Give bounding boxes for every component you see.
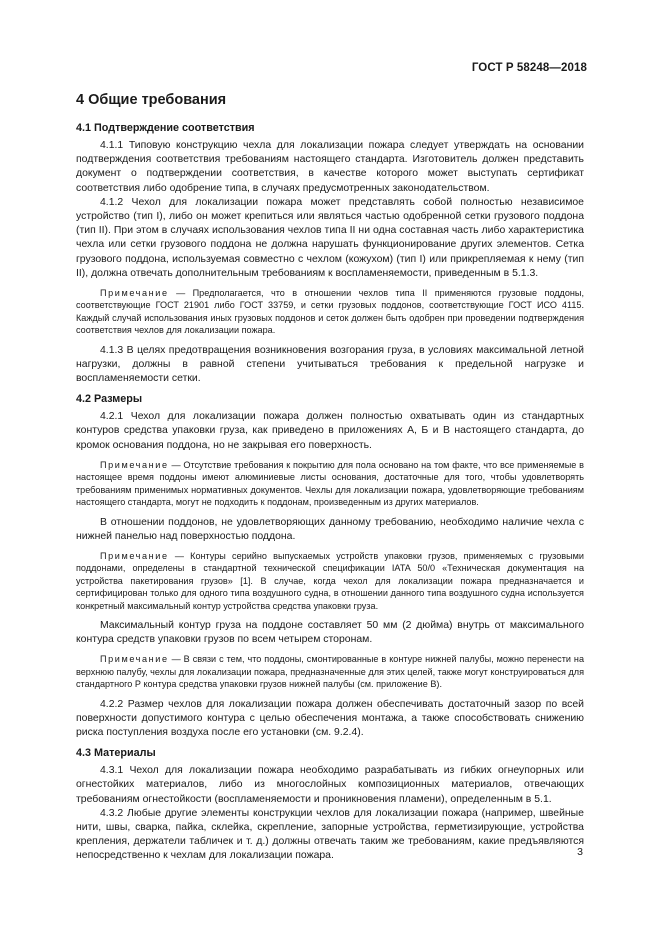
note-text: — Отсутствие требования к покрытию для пола основано на том факте, что все применяемые в настоящее время поддоны имеют алюминиевые листы основания, достаточные для того, чтобы удовлетворять требованиям применимых нормативных документов. Чехлы для локализации пожара, удовлетворяющие требованиям настоящего стандарта, могут не подходить к поддонам, произведенным из других материалов. [76,459,584,508]
note-label: Примечание [100,288,169,299]
paragraph-4-2-1-c: Максимальный контур груза на поддоне составляет 50 мм (2 дюйма) внутрь от максимального контура средств упаковки грузов по всем четырем сторонам. [76,619,584,646]
paragraph-4-3-1: 4.3.1 Чехол для локализации пожара необходимо разрабатывать из гибких огнеупорных или огнестойких материалов, либо из многослойных композиционных материалов, отвечающих требованиям огнестойкости (воспламеняемости и проникновения пламени), определенным в 5.1. [76,765,584,805]
note-label: Примечание [100,459,169,470]
paragraph-4-2-2: 4.2.2 Размер чехлов для локализации пожара должен обеспечивать достаточный зазор по всей поверхности допустимого контура с целью обеспечения монтажа, а также способствовать снижению риска поступления воздуха после его установки (см. 9.2.4). [76,698,584,738]
paragraph-4-2-1-b: В отношении поддонов, не удовлетворяющих данному требованию, необходимо наличие чехла с нижней панелью над поверхностью поддона. [76,516,584,542]
note-text: — В связи с тем, что поддоны, смонтированные в контуре нижней палубы, можно перенести на верхнюю палубу, чехлы для локализации пожара, предназначенные для этих целей, также могут конструироваться для стандартного Р контура средства упаковки грузов нижней палубы (см. приложение В). [76,654,584,690]
subsection-4-3-title: 4.3 Материалы [76,747,156,760]
paragraph-4-1-3: 4.1.3 В целях предотвращения возникновения возгорания груза, в условиях максимальной летной нагрузки, должны в равной степени учитываться требования к предельной нагрузке и воспламеняемости сетки. [76,344,584,385]
paragraph-4-3-2: 4.3.2 Любые другие элементы конструкции чехлов для локализации пожара (например, швейные нити, швы, сварка, пайка, склейка, скрепление, запорные устройства, герметизирующие, устройства крепления, держатели табличек и т. д.) должны отвечать таким же требованиям, какие предъявляются непосредственно к чехлам для локализации пожара. [76,807,584,862]
page-number: 3 [577,846,583,858]
note-label: Примечание [100,654,169,665]
note-1 [76,287,584,337]
note-label: Примечание [100,550,169,561]
paragraph-4-1-2: 4.1.2 Чехол для локализации пожара может представлять собой полностью независимое устройство (тип I), либо он может крепиться или являться частью одобренной сетки грузового поддона (тип II). При этом в случаях использования чехлов типа II ни одна составная часть либо характеристика чехла или сетки грузового поддона не должна нарушать функционирование других элементов. Сетка грузового поддона, используемая совместно с чехлом (кожухом) (тип I) или прикрепляемая к нему (тип II), должна отвечать дополнительным требованиям к воспламеняемости, приведенным в 5.1.3. [76,196,584,279]
doc-code-header: ГОСТ Р 58248—2018 [471,62,587,74]
note-2 [76,459,584,509]
subsection-4-2-title: 4.2 Размеры [76,393,143,406]
section-4-title: 4 Общие требования [76,92,227,108]
note-text: — Контуры серийно выпускаемых устройств упаковки грузов, применяемых с грузовыми поддонами, определены в стандартной технической спецификации IATA 50/0 «Техническая документация на устройства пакетирования грузов» [1]. В случае, когда чехол для локализации пожара предназначается и сертифицирован только для одного типа воздушного судна, в отношении данного типа воздушного судна используется конкретный максимальный контур устройства средства упаковки груза. [76,550,584,611]
note-text: — Предполагается, что в отношении чехлов типа II применяются грузовые поддоны, соответствующие ГОСТ 21901 либо ГОСТ 33759, и сетки грузовых поддонов, соответствующие ГОСТ ИСО 4115. Каждый случай использования иных грузовых поддонов и сеток должен быть одобрен при проведении подтверждения соответствия чехлов для локализации пожара. [76,288,584,336]
subsection-4-1-title: 4.1 Подтверждение соответствия [76,122,255,134]
note-3 [76,550,584,612]
page-content [76,90,584,864]
paragraph-4-1-1: 4.1.1 Типовую конструкцию чехла для локализации пожара следует утверждать на основании подтверждения соответствия требованиям настоящего стандарта. Изготовитель должен представить документ о подтверждении соответствия, в качестве которого может выступать сертификат соответствия либо одобрение типа, в случаях предусмотренных законодательством. [76,140,584,194]
note-4 [76,653,584,690]
paragraph-4-2-1: 4.2.1 Чехол для локализации пожара должен полностью охватывать один из стандартных контуров средства упаковки груза, как приведено в приложениях А, Б и В настоящего стандарта, до кромок основания поддона, но не закрывая его поверхность. [76,411,584,451]
